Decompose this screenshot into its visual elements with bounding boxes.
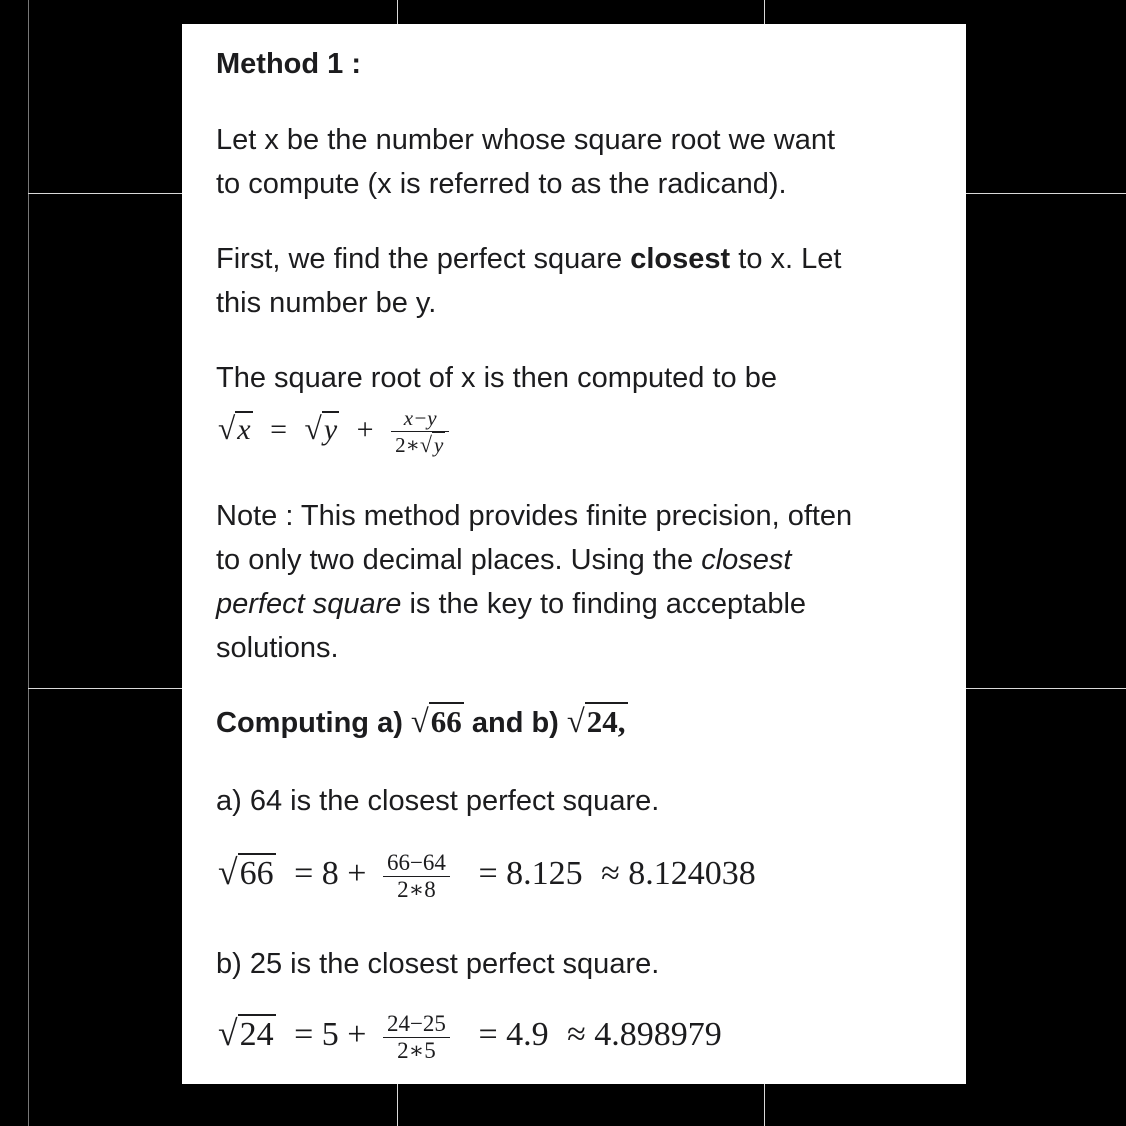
fraction-denominator [391,432,449,458]
equals-sign: = [270,412,288,446]
fraction-denominator: 2∗8 [397,877,436,902]
fraction-numerator: 66−64 [383,850,450,877]
radical: √y [419,432,444,457]
equation-result: = 4.9 [478,1016,549,1054]
text-segment: and b) [463,707,567,739]
fraction [391,406,449,458]
equation-b [218,1011,722,1064]
part-a-text: a) 64 is the closest perfect square. [216,785,660,817]
grid-line [28,0,29,1126]
text-segment: to x. Let [730,243,842,275]
paragraph-line [216,237,841,281]
denominator-prefix: 2∗ [395,433,420,457]
note-line [216,582,806,626]
radicand: 24, [586,704,626,739]
paragraph-line: to compute (x is referred to as the radicand). [216,168,787,200]
radicand: 24 [239,1016,274,1054]
fraction [383,850,450,903]
computing-heading [216,700,628,745]
fraction-numerator: x−y [391,406,449,432]
equation-part: = 8 + [294,855,367,893]
formula-var: y [433,433,444,457]
note-line: Note : This method provides finite precision, often [216,500,853,532]
equation-approx: ≈ 8.124038 [601,855,756,893]
paragraph-line: The square root of x is then computed to be [216,362,777,394]
text-segment: First, we find the perfect square [216,243,631,275]
radical: √66 [410,704,462,740]
text-segment: is the key to finding acceptable [401,588,807,620]
formula-var: y [323,412,338,446]
part-b-text: b) 25 is the closest perfect square. [216,948,660,980]
radical: √66 [218,852,274,893]
paragraph-line: Let x be the number whose square root we want [216,124,836,156]
equation-a [218,850,756,903]
radical: √y [304,410,338,446]
radicand: 66 [430,704,462,739]
text-segment: to only two decimal places. Using the [216,544,702,576]
equation-approx: ≈ 4.898979 [567,1016,722,1054]
document-card [182,24,966,1084]
fraction-denominator: 2∗5 [397,1038,436,1063]
text-segment: Computing a) [216,707,411,739]
plus-sign: + [356,412,374,446]
radical: √24, [566,704,626,740]
radical: √x [218,410,251,446]
note-line [216,538,791,582]
italic-text: closest [701,544,792,576]
radical: √24 [218,1013,274,1054]
equation-result: = 8.125 [478,855,583,893]
fraction [383,1011,450,1064]
radicand: 66 [239,855,274,893]
general-formula [218,406,449,458]
method-title: Method 1 : [216,48,361,80]
paragraph-line: this number be y. [216,287,437,319]
formula-var: x [237,412,251,446]
italic-text: perfect square [216,588,402,620]
bold-text: closest [630,243,731,275]
equation-part: = 5 + [294,1016,367,1054]
note-line: solutions. [216,632,339,664]
fraction-numerator: 24−25 [383,1011,450,1038]
